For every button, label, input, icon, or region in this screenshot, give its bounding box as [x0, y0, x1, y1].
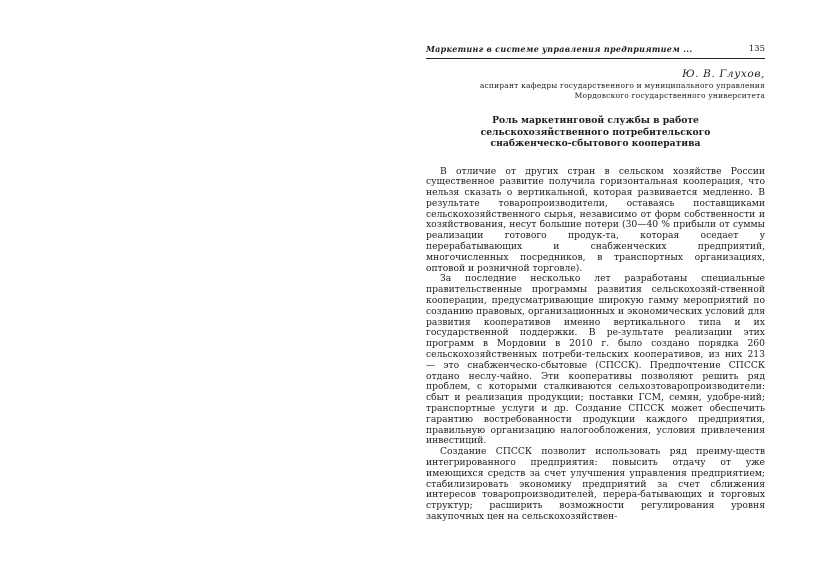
running-header	[426, 44, 765, 59]
author-name: Ю. В. Глухов,	[682, 68, 765, 80]
author-affiliation-line: Мордовского государственного университета	[574, 91, 765, 100]
article-body	[426, 167, 765, 523]
book-page	[426, 44, 765, 523]
body-paragraph: В отличие от других стран в сельском хозяйстве России существенное развитие получила горизонтальная кооперация, что нельзя сказать о вертикальной, которая развивается медленно. В результате товаропроизводители, оставаясь поставщиками сельскохозяйственного сырья, независимо от форм собственности и хозяйствования, несут большие потери (30—40 % прибыли от суммы реализации готового продук-та, которая оседает у перерабатывающих и снабженческих предприятий, многочисленных посредников, в транспортных организациях, оптовой и розничной торговле).	[426, 165, 765, 274]
author-affiliation-line: аспирант кафедры государственного и муниципального управления	[479, 81, 765, 90]
article-title	[426, 115, 765, 150]
article-title-line: снабженческо-сбытового кооператива	[490, 138, 701, 149]
page-number: 135	[748, 44, 765, 54]
body-paragraph: За последние несколько лет разработаны специальные правительственные программы развития сельскохозяй-ственной кооперации, предусматривающие широкую гамму мероприятий по созданию правовых, организационных и экономических условий для развития кооперативов именно вертикального типа и их государственной поддержки. В ре-зультате реализации этих программ в Мордовии в 2010 г. было создано порядка 260 сельскохозяйственных потреби-тельских кооперативов, из них 213 — это снабженческо-сбытовые (СПССК). Предпочтение СПССК отдано неслу-чайно. Эти кооперативы позволяют решить ряд проблем, с которыми сталкиваются сельхозтоваропроизводители: сбыт и реализация продукции; поставки ГСМ, семян, удобре-ний; транспортные услуги и др. Создание СПССК может обеспечить гарантию востребованности продукции каждого предприятия, правильную организацию налогообложения, условия привлечения инвестиций.	[426, 273, 765, 447]
author-block	[426, 68, 765, 101]
running-title: Маркетинг в системе управления предприятием ...	[426, 44, 693, 54]
article-title-line: Роль маркетинговой службы в работе	[492, 115, 699, 126]
body-paragraph: Создание СПССК позволит использовать ряд преиму-ществ интегрированного предприятия: повысить отдачу от уже имеющихся средств за счет улучшения управления предприятием; стабилизировать экономику предприятий за счет сближения интересов товаропроизводителей, перера-батывающих и торговых структур; расширить возможности регулирования уровня закупочных цен на сельскохозяйствен-	[426, 446, 765, 522]
article-title-line: сельскохозяйственного потребительского	[480, 126, 711, 138]
